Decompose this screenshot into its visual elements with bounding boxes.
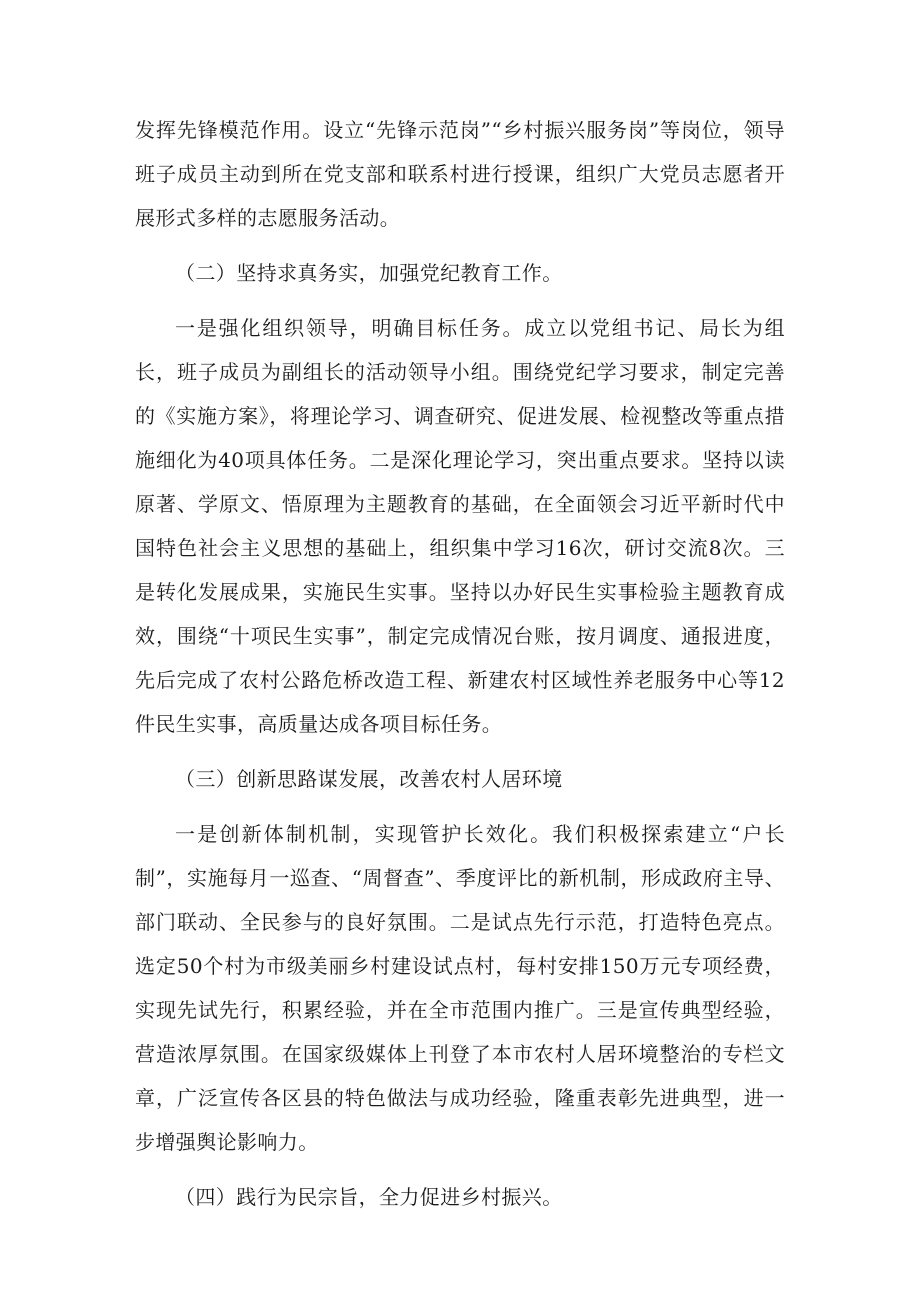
paragraph-party-discipline: 一是强化组织领导，明确目标任务。成立以党组书记、局长为组长，班子成员为副组长的活动领导小组。围绕党纪学习要求，制定完善的《实施方案》，将理论学习、调查研究、促进发展、检视整改等重点措施细化为40项具体任务。二是深化理论学习，突出重点要求。坚持以读原著、学原文、悟原理为主题教育的基础，在全面领会习近平新时代中国特色社会主义思想的基础上，组织集中学习16次，研讨交流8次。三是转化发展成果，实施民生实事。坚持以办好民生实事检验主题教育成效，围绕“十项民生实事”，制定完成情况台账，按月调度、通报进度，先后完成了农村公路危桥改造工程、新建农村区域性养老服务中心等12件民生实事，高质量达成各项目标任务。 — [135, 316, 785, 736]
paragraph-pioneer-role: 发挥先锋模范作用。设立“先锋示范岗”“乡村振兴服务岗”等岗位，领导班子成员主动到所在党支部和联系村进行授课，组织广大党员志愿者开展形式多样的志愿服务活动。 — [135, 118, 785, 230]
heading-section-three: （三）创新思路谋发展，改善农村人居环境 — [175, 767, 563, 791]
document-body — [135, 108, 785, 1230]
paragraph-rural-environment: 一是创新体制机制，实现管护长效化。我们积极探索建立“户长制”，实施每月一巡查、“周督查”、季度评比的新机制，形成政府主导、部门联动、全民参与的良好氛围。二是试点先行示范，打造特色亮点。选定50个村为市级美丽乡村建设试点村，每村安排150万元专项经费，实现先试先行，积累经验，并在全市范围内推广。三是宣传典型经验，营造浓厚氛围。在国家级媒体上刊登了本市农村人居环境整治的专栏文章，广泛宣传各区县的特色做法与成功经验，隆重表彰先进典型，进一步增强舆论影响力。 — [135, 822, 785, 1154]
heading-section-four: （四）践行为民宗旨，全力促进乡村振兴。 — [175, 1185, 563, 1209]
heading-section-two: （二）坚持求真务实，加强党纪教育工作。 — [175, 261, 563, 285]
